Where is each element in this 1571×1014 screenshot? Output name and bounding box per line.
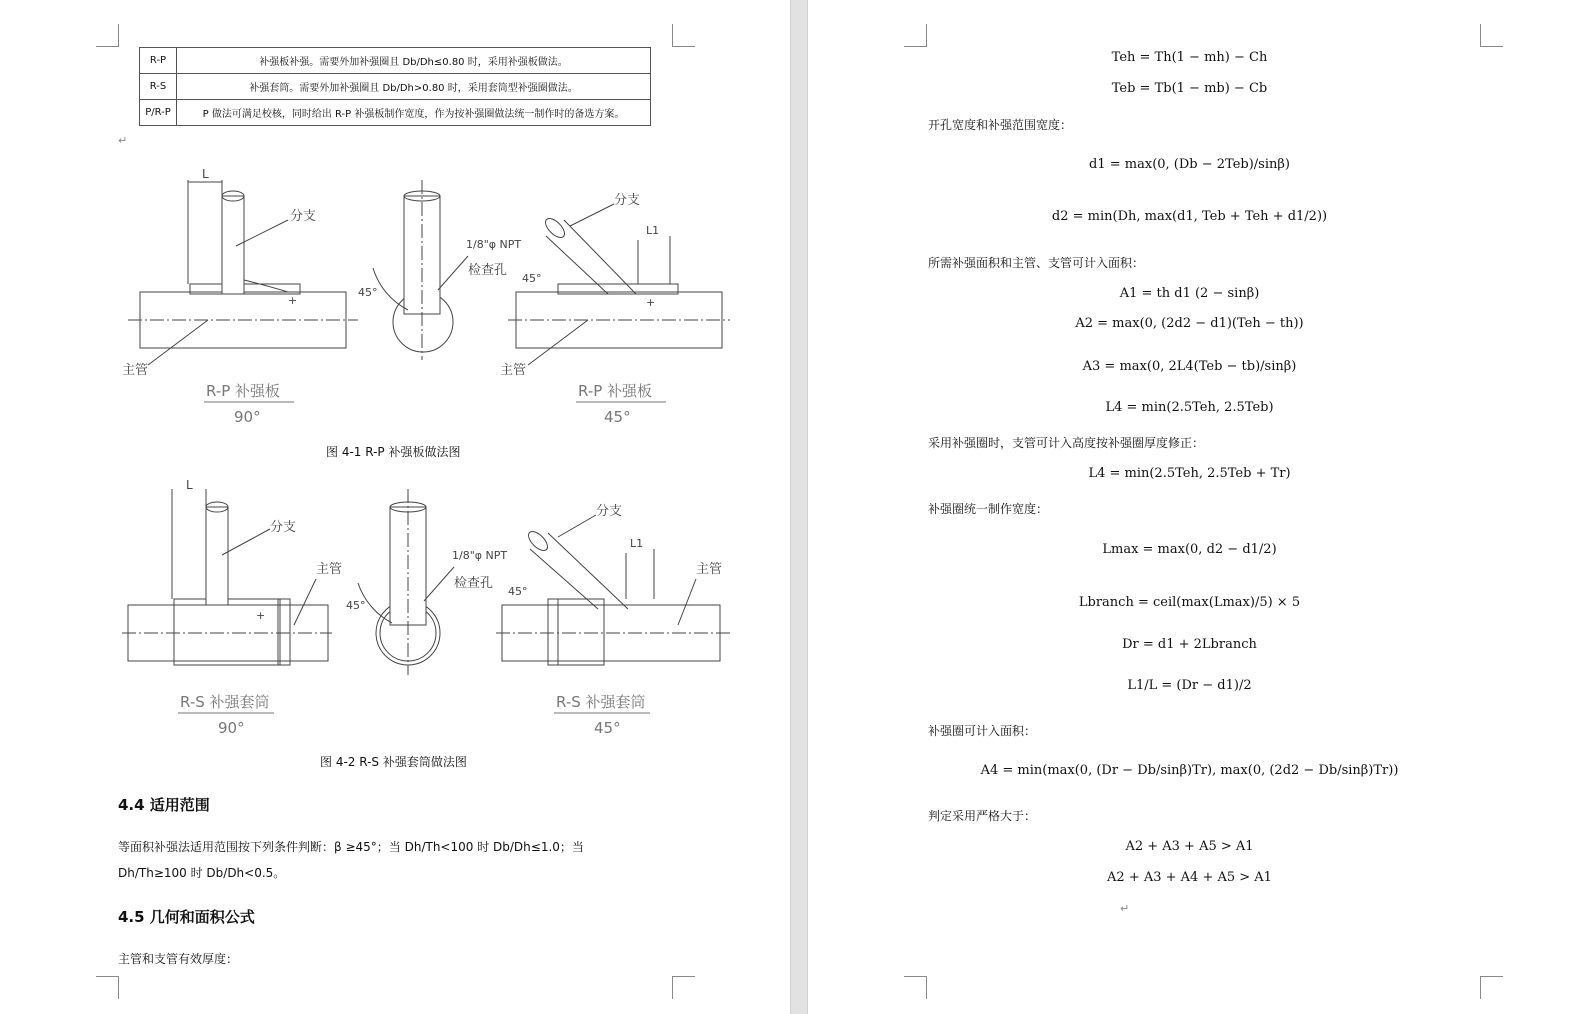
option-table (139, 47, 651, 126)
corner-mark-bottom-left (96, 976, 119, 999)
equation-lmax: Lmax = max(0, d2 − d1/2) (1102, 542, 1277, 557)
dim-l-label: L (186, 478, 193, 492)
rs-45-assembly (496, 503, 730, 737)
dim-l-label: L (202, 167, 209, 181)
branch-label: 分支 (596, 504, 623, 519)
table-cell-text: 补强板补强。需要外加补强圈且 Db/Dh≤0.80 时，采用补强板做法。 (177, 48, 651, 74)
npt-label: 1/8"φ NPT (466, 238, 522, 251)
angle-label: 45° (508, 585, 528, 598)
rs-45-title: R-S 补强套筒 (556, 693, 646, 711)
table-row (140, 100, 651, 126)
table-cell-code: R-S (140, 74, 177, 100)
inspection-hole-label: 检查孔 (454, 576, 494, 591)
equation-teb: Teb = Tb(1 − mb) − Cb (1111, 81, 1268, 96)
corner-mark-top-right (1480, 24, 1503, 47)
svg-text:+: + (646, 296, 656, 309)
page-gutter (790, 0, 808, 1014)
dim-l1-label: L1 (630, 537, 644, 550)
table-cell-code: P/R-P (140, 100, 177, 126)
figure-4-1-drawing (118, 160, 738, 435)
rp-90-assembly (122, 167, 358, 426)
inspection-hole-label: 检查孔 (468, 263, 508, 278)
section-4-5-heading: 4.5 几何和面积公式 (118, 908, 255, 926)
rs-side-section (346, 489, 507, 675)
section-4-4-heading: 4.4 适用范围 (118, 796, 210, 814)
figure-4-2-drawing (118, 475, 738, 745)
section-4-4-line-1: 等面积补强法适用范围按下列条件判断：β ≥45°；当 Dh/Th<100 时 Db/Dh≤1.0；当 (118, 840, 584, 854)
branch-label: 分支 (614, 193, 641, 208)
equation-a3: A3 = max(0, 2L4(Teb − tb)/sinβ) (1082, 359, 1297, 374)
section-4-5-line-1: 主管和支管有效厚度： (118, 952, 239, 966)
header-label: 主管 (696, 562, 723, 577)
label-strict-check: 判定采用严格大于： (928, 809, 1037, 823)
corner-mark-top-left (904, 24, 927, 47)
equation-dr: Dr = d1 + 2Lbranch (1122, 637, 1257, 652)
rs-90-assembly (122, 478, 342, 737)
equation-a4: A4 = min(max(0, (Dr − Db/sinβ)Tr), max(0, (2d2 − Db/sinβ)Tr)) (980, 763, 1399, 778)
table-row (140, 74, 651, 100)
angle-label: 45° (346, 599, 366, 612)
corner-mark-top-right (672, 24, 695, 47)
rs-90-degree: 90° (218, 719, 245, 737)
table-cell-text: 补强套筒。需要外加补强圈且 Db/Dh>0.80 时，采用套筒型补强圈做法。 (177, 74, 651, 100)
svg-text:+: + (256, 609, 266, 622)
figure-4-1-caption: 图 4-1 R-P 补强板做法图 (326, 445, 461, 459)
dim-l1-label: L1 (646, 224, 660, 237)
equation-l4-ring: L4 = min(2.5Teh, 2.5Teb + Tr) (1088, 466, 1291, 481)
svg-text:+: + (288, 294, 298, 307)
corner-mark-top-left (96, 24, 119, 47)
equation-a2: A2 = max(0, (2d2 − d1)(Teh − th)) (1075, 316, 1304, 331)
figure-4-2-caption: 图 4-2 R-S 补强套筒做法图 (320, 755, 467, 769)
header-label: 主管 (316, 562, 343, 577)
header-label: 主管 (122, 363, 149, 378)
rp-45-title: R-P 补强板 (578, 382, 653, 400)
corner-mark-bottom-right (672, 976, 695, 999)
equation-a1: A1 = th d1 (2 − sinβ) (1119, 286, 1260, 301)
corner-mark-bottom-left (904, 976, 927, 999)
corner-mark-bottom-right (1480, 976, 1503, 999)
label-ring-width: 补强圈统一制作宽度： (928, 502, 1049, 516)
branch-label: 分支 (290, 209, 317, 224)
table-cell-text: P 做法可满足校核，同时给出 R-P 补强板制作宽度，作为按补强圈做法统一制作时的备选方案。 (177, 100, 651, 126)
equation-teh: Teh = Th(1 − mh) − Ch (1111, 50, 1268, 65)
equation-lbranch: Lbranch = ceil(max(Lmax)/5) × 5 (1078, 595, 1301, 610)
label-ring-height: 采用补强圈时，支管可计入高度按补强圈厚度修正： (928, 436, 1205, 450)
rp-side-section (358, 180, 521, 360)
npt-label: 1/8"φ NPT (452, 549, 508, 562)
label-required-area: 所需补强面积和主管、支管可计入面积： (928, 256, 1145, 270)
equation-l1-l: L1/L = (Dr − d1)/2 (1127, 678, 1252, 693)
equation-l4: L4 = min(2.5Teh, 2.5Teb) (1105, 400, 1274, 415)
rs-45-degree: 45° (594, 719, 621, 737)
label-ring-area: 补强圈可计入面积： (928, 724, 1037, 738)
equation-check-2: A2 + A3 + A4 + A5 > A1 (1107, 870, 1272, 885)
rp-45-degree: 45° (604, 408, 631, 426)
equation-check-1: A2 + A3 + A5 > A1 (1125, 839, 1254, 854)
header-label: 主管 (500, 363, 527, 378)
angle-label: 45° (522, 272, 542, 285)
equation-d1: d1 = max(0, (Db − 2Teb)/sinβ) (1089, 157, 1290, 172)
rp-90-title: R-P 补强板 (206, 382, 281, 400)
right-page (808, 0, 1571, 1014)
rp-45-assembly (500, 192, 730, 426)
equation-d2: d2 = min(Dh, max(d1, Teb + Teh + d1/2)) (1051, 209, 1328, 224)
paragraph-mark: ↵ (118, 134, 128, 147)
rs-90-title: R-S 补强套筒 (180, 693, 270, 711)
section-4-4-line-2: Dh/Th≥100 时 Db/Dh<0.5。 (118, 866, 286, 880)
angle-label: 45° (358, 286, 378, 299)
branch-label: 分支 (270, 520, 297, 535)
rp-90-degree: 90° (234, 408, 261, 426)
table-cell-code: R-P (140, 48, 177, 74)
paragraph-mark: ↵ (1120, 902, 1130, 915)
label-opening-width: 开孔宽度和补强范围宽度： (928, 118, 1073, 132)
table-row (140, 48, 651, 74)
